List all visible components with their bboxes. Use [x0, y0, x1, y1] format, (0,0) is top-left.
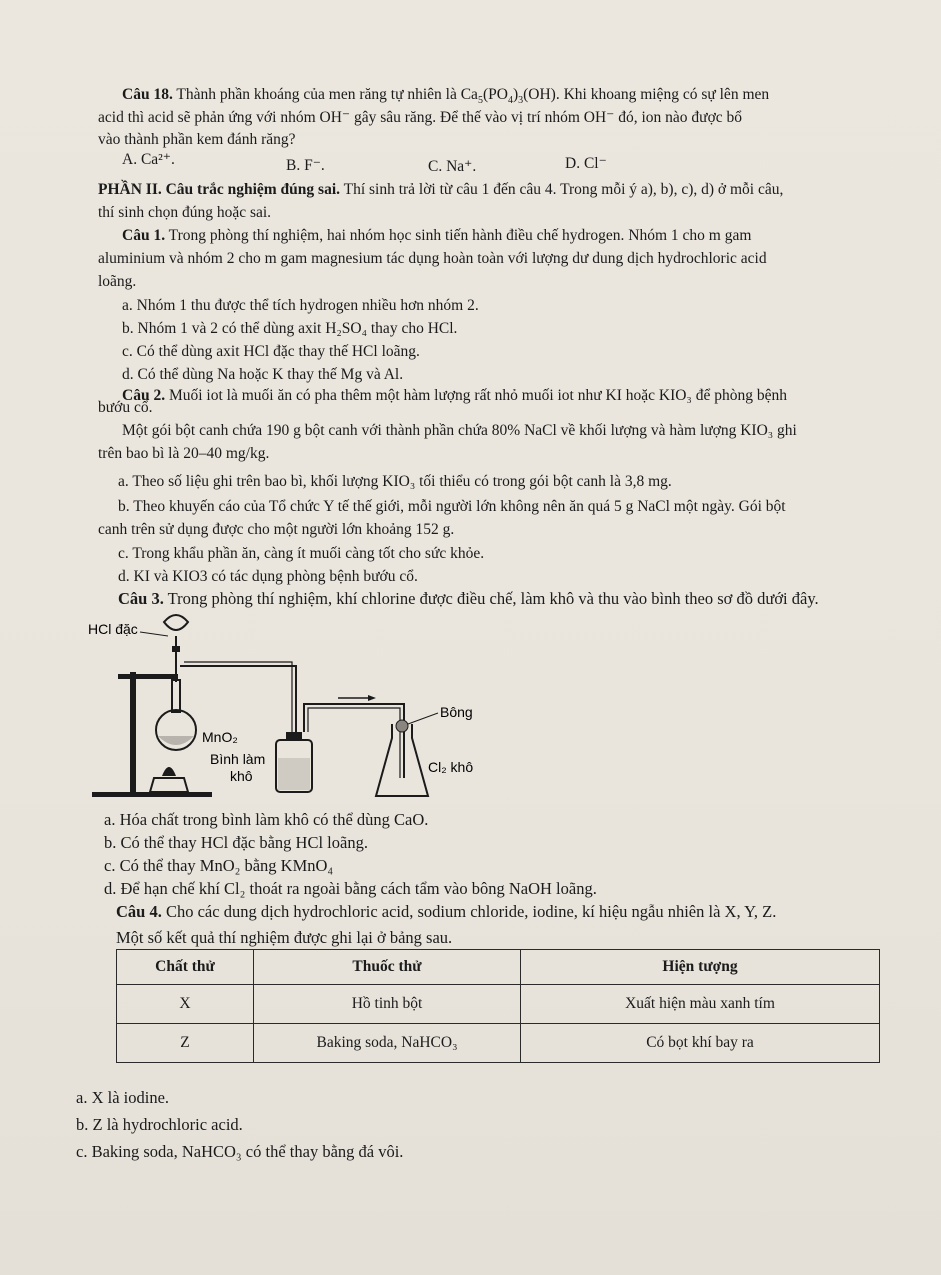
c4-results-table [116, 949, 880, 1063]
q18-line2: acid thì acid sẽ phản ứng với nhóm OH⁻ gây sâu răng. Để thế vào vị trí nhóm OH⁻ đó, ion nào được bổ [98, 109, 743, 126]
table-row [117, 1024, 880, 1063]
stand-clamp [118, 674, 178, 679]
bottle-stopper [286, 732, 302, 741]
label-mno2: MnO₂ [202, 729, 238, 745]
burner [150, 778, 188, 792]
table-cell: Z [117, 1024, 254, 1063]
c4-line2: Một số kết quả thí nghiệm được ghi lại ở bảng sau. [116, 928, 453, 947]
c2-line4: trên bao bì là 20–40 mg/kg. [98, 445, 270, 462]
funnel-bulb [164, 615, 188, 630]
conical-flask [376, 724, 428, 796]
q18-option-b: B. F⁻. [286, 157, 325, 174]
c4-line1: Câu 4. Cho các dung dịch hydrochloric acid, sodium chloride, iodine, kí hiệu ngẫu nhiên là X, Y, Z. [116, 902, 777, 921]
c1-line3: loãng. [98, 273, 137, 290]
q18-option-d: D. Cl⁻ [565, 155, 607, 172]
c1-line2: aluminium và nhóm 2 cho m gam magnesium tác dụng hoàn toàn với lượng dư dung dịch hydrochloric acid [98, 250, 767, 267]
c2-statement-a: a. Theo số liệu ghi trên bao bì, khối lượng KIO₃ tối thiểu có trong gói bột canh là 3,8 mg. [118, 473, 672, 490]
table-cell: Baking soda, NaHCO₃ [254, 1024, 521, 1063]
table-header-cell: Thuốc thử [254, 950, 521, 985]
c4-statement-b: b. Z là hydrochloric acid. [76, 1115, 243, 1134]
flame [162, 767, 176, 776]
part2-heading: PHẦN II. Câu trắc nghiệm đúng sai. Thí sinh trả lời từ câu 1 đến câu 4. Trong mỗi ý a), b), c), d) ở mỗi câu, [98, 181, 784, 198]
c2-statement-c: c. Trong khẩu phần ăn, càng ít muối càng tốt cho sức khỏe. [118, 545, 485, 562]
funnel-tap [172, 646, 180, 652]
table-cell: Hồ tinh bột [254, 985, 521, 1024]
c1-statement-b: b. Nhóm 1 và 2 có thể dùng axit H₂SO₄ thay cho HCl. [122, 320, 458, 337]
drying-agent [278, 758, 310, 790]
c1-line1: Câu 1. Trong phòng thí nghiệm, hai nhóm học sinh tiến hành điều chế hydrogen. Nhóm 1 cho m gam [122, 227, 752, 244]
c2-statement-b1: b. Theo khuyến cáo của Tổ chức Y tế thế giới, mỗi người lớn không nên ăn quá 5 g NaCl một ngày. Gói bột [118, 498, 786, 515]
delivery-tube-2 [304, 704, 404, 778]
table-cell: X [117, 985, 254, 1024]
label-cotton: Bông [440, 704, 473, 720]
cotton-plug [396, 720, 408, 732]
q18-option-c: C. Na⁺. [428, 158, 477, 175]
c3-statement-d: d. Để hạn chế khí Cl₂ thoát ra ngoài bằng cách tẩm vào bông NaOH loãng. [104, 879, 597, 898]
mno2-contents [158, 736, 194, 745]
c3-label: Câu 3. [118, 589, 164, 608]
part2-intro: thí sinh chọn đúng hoặc sai. [98, 204, 272, 221]
table-header-cell: Hiện tượng [521, 950, 880, 985]
c2-statement-d: d. KI và KIO3 có tác dụng phòng bệnh bướu cổ. [118, 568, 418, 585]
c1-statement-d: d. Có thể dùng Na hoặc K thay thế Mg và Al. [122, 366, 404, 383]
part2-title: PHẦN II. Câu trắc nghiệm đúng sai. [98, 181, 340, 198]
q18-line1: Câu 18. Thành phần khoáng của men răng tự nhiên là $Ca_5(PO_4)_3(OH)$. Khi khoang miệng có sự lên men [122, 86, 770, 107]
c3-statement-c: c. Có thể thay MnO₂ bằng KMnO₄ [104, 856, 334, 875]
c1-statement-a: a. Nhóm 1 thu được thể tích hydrogen nhiều hơn nhóm 2. [122, 297, 479, 314]
c2-statement-b2: canh trên sử dụng được cho một người lớn khoảng 152 g. [98, 521, 455, 538]
label-cl2: Cl₂ khô [428, 759, 474, 775]
label-bottle-line1: Bình làm [210, 751, 266, 767]
q18-line3: vào thành phần kem đánh răng? [98, 131, 296, 148]
chlorine-apparatus-diagram [88, 608, 508, 808]
c3-statement-b: b. Có thể thay HCl đặc bằng HCl loãng. [104, 833, 368, 852]
q18-label: Câu 18. [122, 86, 173, 103]
c4-label: Câu 4. [116, 902, 162, 921]
c2-line2: bướu cổ. [98, 399, 153, 416]
stand-rod [130, 672, 136, 794]
c4-statement-a: a. X là iodine. [76, 1088, 170, 1107]
label-bottle-line2: khô [230, 768, 253, 784]
c2-line3: Một gói bột canh chứa 190 g bột canh với thành phần chứa 80% NaCl về khối lượng và hàm lượng KIO₃ ghi [122, 422, 797, 439]
table-header-cell: Chất thử [117, 950, 254, 985]
table-cell: Xuất hiện màu xanh tím [521, 985, 880, 1024]
c1-statement-c: c. Có thể dùng axit HCl đặc thay thế HCl loãng. [122, 343, 420, 360]
table-row [117, 985, 880, 1024]
q18-option-a: A. Ca²⁺. [122, 151, 175, 168]
c1-label: Câu 1. [122, 227, 166, 244]
delivery-tube-1 [180, 666, 296, 740]
c3-line1: Câu 3. Trong phòng thí nghiệm, khí chlorine được điều chế, làm khô và thu vào bình theo sơ đồ dưới đây. [118, 589, 819, 608]
table-header-row [117, 950, 880, 985]
label-hcl: HCl đặc [88, 621, 138, 637]
table-cell: Có bọt khí bay ra [521, 1024, 880, 1063]
c4-statement-c: c. Baking soda, NaHCO₃ có thể thay bằng đá vôi. [76, 1142, 404, 1161]
c2-line1: Câu 2. Muối iot là muối ăn có pha thêm một hàm lượng rất nhỏ muối iot như KI hoặc KIO₃ để phòng bệnh [122, 387, 787, 404]
flask-neck [172, 680, 180, 712]
c3-statement-a: a. Hóa chất trong bình làm khô có thể dùng CaO. [104, 810, 429, 829]
c2-label: Câu 2. [122, 387, 166, 404]
